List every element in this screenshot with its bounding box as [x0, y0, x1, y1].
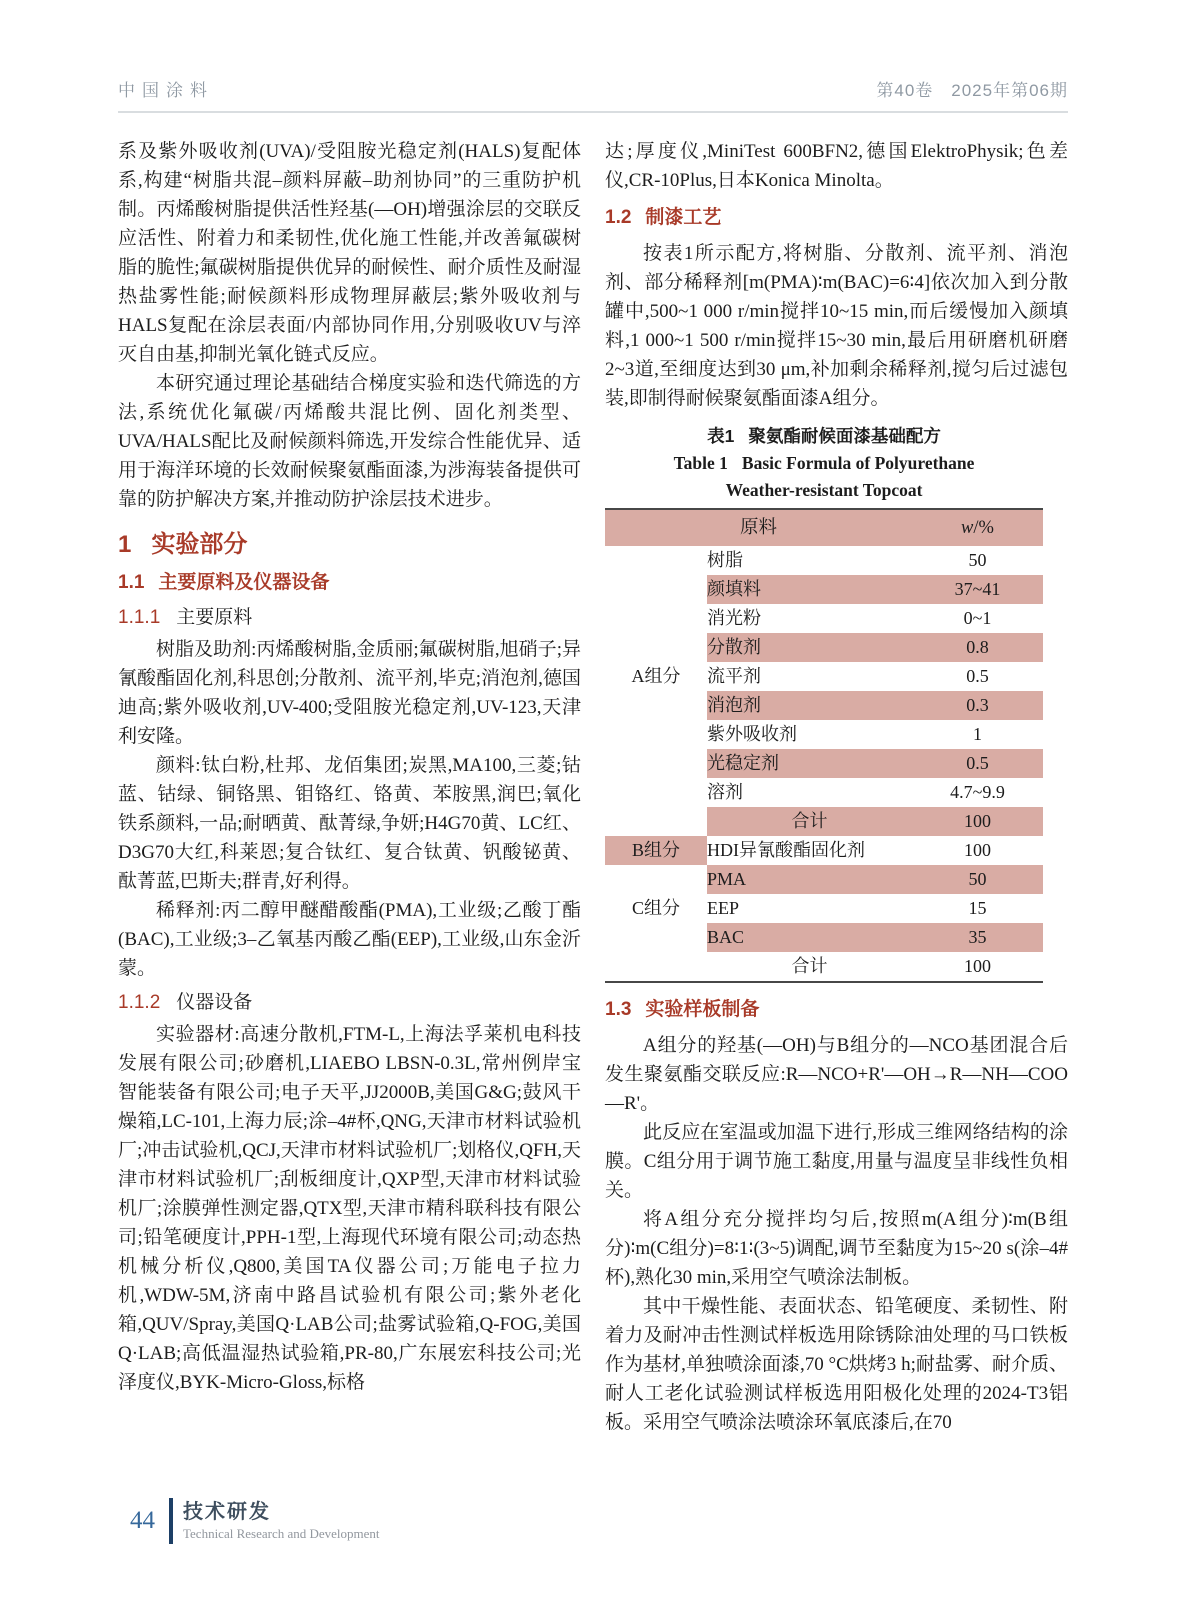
paragraph: 其中干燥性能、表面状态、铅笔硬度、柔韧性、附着力及耐冲击性测试样板选用除锈除油处理的马口铁板作为基材,单独喷涂面漆,70 °C烘烤3 h;耐盐雾、耐介质、耐人工老化试验测试样板选用阳极化处理的2024-T3铝板。采用空气喷涂法喷涂环氧底漆后,在70 — [605, 1296, 1068, 1433]
footer-section-en: Technical Research and Development — [183, 1526, 380, 1541]
heading-title: 主要原料及仪器设备 — [158, 572, 330, 593]
value-cell: 50 — [968, 550, 987, 570]
issue-info: 第40卷 2025年第06期 — [876, 81, 1068, 100]
section-heading-experiment — [118, 530, 581, 560]
left-column — [118, 137, 581, 1437]
group-label-cell — [605, 807, 707, 836]
material-cell: HDI异氰酸酯固化剂 — [707, 840, 865, 860]
heading-number: 1.1 — [118, 572, 145, 593]
material-cell: 溶剂 — [707, 782, 743, 802]
subsection-heading-sample-preparation — [605, 997, 1068, 1023]
table-row — [605, 836, 1043, 865]
group-label-cell: A组分 — [631, 666, 681, 686]
footer-section-zh: 技术研发 — [183, 1501, 271, 1523]
material-cell: EEP — [707, 898, 740, 918]
journal-name: 中国涂料 — [118, 81, 214, 100]
value-cell: 0.8 — [912, 633, 1043, 662]
page-content — [118, 76, 1068, 1437]
value-cell: 50 — [912, 865, 1043, 894]
material-cell: 流平剂 — [707, 666, 761, 686]
value-cell: 100 — [964, 956, 991, 976]
right-column — [605, 137, 1068, 1437]
column-header-weight-percent — [912, 509, 1043, 546]
value-cell: 15 — [968, 898, 987, 918]
paragraph: 达;厚度仪,MiniTest 600BFN2,德国ElektroPhysik;色差仪,CR-10Plus,日本Konica Minolta。 — [605, 141, 1068, 191]
group-label-cell: C组分 — [631, 898, 680, 918]
paragraph: 将A组分充分搅拌均匀后,按照m(A组分)∶m(B组分)∶m(C组分)=8∶1∶(3~5)调配,调节至黏度为15~20 s(涂–4#杯),熟化30 min,采用空气喷涂法制板。 — [605, 1209, 1068, 1288]
heading-number: 1.1.1 — [118, 607, 161, 628]
subsection-heading-materials-equipment — [118, 570, 581, 596]
footer-section-titles — [183, 1501, 380, 1541]
value-cell: 0.5 — [966, 666, 989, 686]
table-row — [605, 546, 1043, 575]
subsubsection-heading-raw-materials — [118, 604, 581, 631]
value-cell: 35 — [912, 923, 1043, 952]
value-cell: 0~1 — [963, 608, 992, 628]
heading-title: 实验样板制备 — [645, 999, 760, 1020]
total-label-cell: 合计 — [707, 807, 912, 836]
heading-title: 主要原料 — [176, 607, 253, 628]
subsection-heading-paint-process — [605, 205, 1068, 231]
material-cell: 消泡剂 — [707, 691, 912, 720]
heading-title: 制漆工艺 — [645, 207, 722, 228]
table-row — [605, 865, 1043, 894]
paragraph: 系及紫外吸收剂(UVA)/受阻胺光稳定剂(HALS)复配体系,构建“树脂共混–颜料屏蔽–助剂协同”的三重防护机制。丙烯酸树脂提供活性羟基(—OH)增强涂层的交联反应活性、附着力和柔韧性,优化施工性能,并改善氟碳树脂的脆性;氟碳树脂提供优异的耐候性、耐介质性及耐湿热盐雾性能;耐候颜料形成物理屏蔽层;紫外吸收剂与HALS复配在涂层表面/内部协同作用,分别吸收UV与淬灭自由基,抑制光氧化链式反应。 — [118, 141, 581, 365]
value-cell: 4.7~9.9 — [950, 782, 1005, 802]
footer-divider-bar — [169, 1498, 173, 1544]
heading-number: 1 — [118, 531, 132, 558]
value-cell: 100 — [912, 807, 1043, 836]
paragraph: 此反应在室温或加温下进行,形成三维网络结构的涂膜。C组分用于调节施工黏度,用量与温度呈非线性负相关。 — [605, 1122, 1068, 1201]
heading-title: 实验部分 — [151, 531, 248, 558]
paragraph: 颜料:钛白粉,杜邦、龙佰集团;炭黑,MA100,三菱;钴蓝、钴绿、铜铬黑、钼铬红、铬黄、苯胺黑,润巴;氧化铁系颜料,一品;耐晒黄、酞菁绿,争妍;H4G70黄、LC红、D3G70大红,科莱恩;复合钛红、复合钛黄、钒酸铋黄、酞菁蓝,巴斯夫;群青,好利得。 — [118, 755, 581, 892]
group-label-cell: B组分 — [605, 836, 707, 865]
material-cell: 分散剂 — [707, 633, 912, 662]
table-row — [605, 807, 1043, 836]
table-caption-zh-label: 表1 — [707, 426, 735, 446]
percent-unit: /% — [973, 517, 994, 538]
running-head — [118, 76, 1068, 113]
material-cell: 颜填料 — [707, 575, 912, 604]
table-caption-en-label: Table 1 — [673, 453, 728, 473]
column-header-material: 原料 — [605, 509, 912, 546]
formula-table-body — [605, 546, 1043, 982]
table-caption-zh-title: 聚氨酯耐候面漆基础配方 — [748, 426, 941, 446]
value-cell: 37~41 — [912, 575, 1043, 604]
table-caption — [605, 423, 1043, 504]
paragraph: 树脂及助剂:丙烯酸树脂,金质丽;氟碳树脂,旭硝子;异氰酸酯固化剂,科思创;分散剂、流平剂,毕克;消泡剂,德国迪高;紫外吸收剂,UV-400;受阻胺光稳定剂,UV-123,天津利安隆。 — [118, 639, 581, 747]
table-row — [605, 952, 1043, 982]
two-column-body — [118, 137, 1068, 1437]
heading-number: 1.2 — [605, 207, 632, 228]
formula-table — [605, 508, 1043, 983]
material-cell: PMA — [707, 865, 912, 894]
paragraph: 实验器材:高速分散机,FTM-L,上海法孚莱机电科技发展有限公司;砂磨机,LIAEBO LBSN-0.3L,常州例岸宝智能装备有限公司;电子天平,JJ2000B,美国G&G;鼓风干燥箱,LC-101,上海力辰;涂–4#杯,QNG,天津市材料试验机厂;冲击试验机,QCJ,天津市材料试验机厂;划格仪,QFH,天津市材料试验机厂;刮板细度计,QXP型,天津市材料试验机厂;涂膜弹性测定器,QTX型,天津市精科联科技有限公司;铅笔硬度计,PPH-1型,上海现代环境有限公司;动态热机械分析仪,Q800,美国TA仪器公司;万能电子拉力机,WDW-5M,济南中路昌试验机有限公司;紫外老化箱,QUV/Spray,美国Q·LAB公司;盐雾试验箱,Q-FOG,美国Q·LAB;高低温湿热试验箱,PR-80,广东展宏科技公司;光泽度仪,BYK-Micro-Gloss,标格 — [118, 1024, 581, 1393]
table-caption-en-line1 — [605, 450, 1043, 477]
material-cell: BAC — [707, 923, 912, 952]
heading-title: 仪器设备 — [176, 992, 253, 1013]
page-footer — [130, 1498, 380, 1544]
paragraph: 稀释剂:丙二醇甲醚醋酸酯(PMA),工业级;乙酸丁酯(BAC),工业级;3–乙氧基丙酸乙酯(EEP),工业级,山东金沂蒙。 — [118, 900, 581, 979]
page-number: 44 — [130, 1507, 155, 1534]
paragraph: 本研究通过理论基础结合梯度实验和迭代筛选的方法,系统优化氟碳/丙烯酸共混比例、固化剂类型、UVA/HALS配比及耐候颜料筛选,开发综合性能优异、适用于海洋环境的长效耐候聚氨酯面漆,为涉海装备提供可靠的防护解决方案,并推动防护涂层技术进步。 — [118, 373, 581, 510]
total-label-cell: 合计 — [791, 956, 828, 976]
material-cell: 紫外吸收剂 — [707, 724, 797, 744]
material-cell: 消光粉 — [707, 608, 761, 628]
heading-number: 1.3 — [605, 999, 632, 1020]
table-caption-zh — [605, 423, 1043, 450]
paragraph: A组分的羟基(—OH)与B组分的—NCO基团混合后发生聚氨酯交联反应:R—NCO+R'—OH→R—NH—COO—R'。 — [605, 1035, 1068, 1114]
table-1-figure — [605, 423, 1043, 983]
value-cell: 100 — [964, 840, 991, 860]
table-caption-en-line2: Weather-resistant Topcoat — [725, 480, 923, 500]
group-label-cell — [605, 952, 707, 982]
value-cell: 1 — [973, 724, 982, 744]
table-header-row — [605, 509, 1043, 546]
heading-number: 1.1.2 — [118, 992, 161, 1013]
subsubsection-heading-instruments — [118, 989, 581, 1016]
value-cell: 0.3 — [912, 691, 1043, 720]
paragraph: 按表1所示配方,将树脂、分散剂、流平剂、消泡剂、部分稀释剂[m(PMA)∶m(BAC)=6∶4]依次加入到分散罐中,500~1 000 r/min搅拌10~15 min,而后缓慢加入颜填料,1 000~1 500 r/min搅拌15~30 min,最后用研磨机研磨2~3道,至细度达到30 μm,补加剩余稀释剂,搅匀后过滤包装,即制得耐候聚氨酯面漆A组分。 — [605, 243, 1068, 409]
table-caption-en-title: Basic Formula of Polyurethane — [741, 453, 975, 473]
value-cell: 0.5 — [912, 749, 1043, 778]
material-cell: 光稳定剂 — [707, 749, 912, 778]
w-symbol: w — [961, 517, 974, 538]
material-cell: 树脂 — [707, 550, 743, 570]
